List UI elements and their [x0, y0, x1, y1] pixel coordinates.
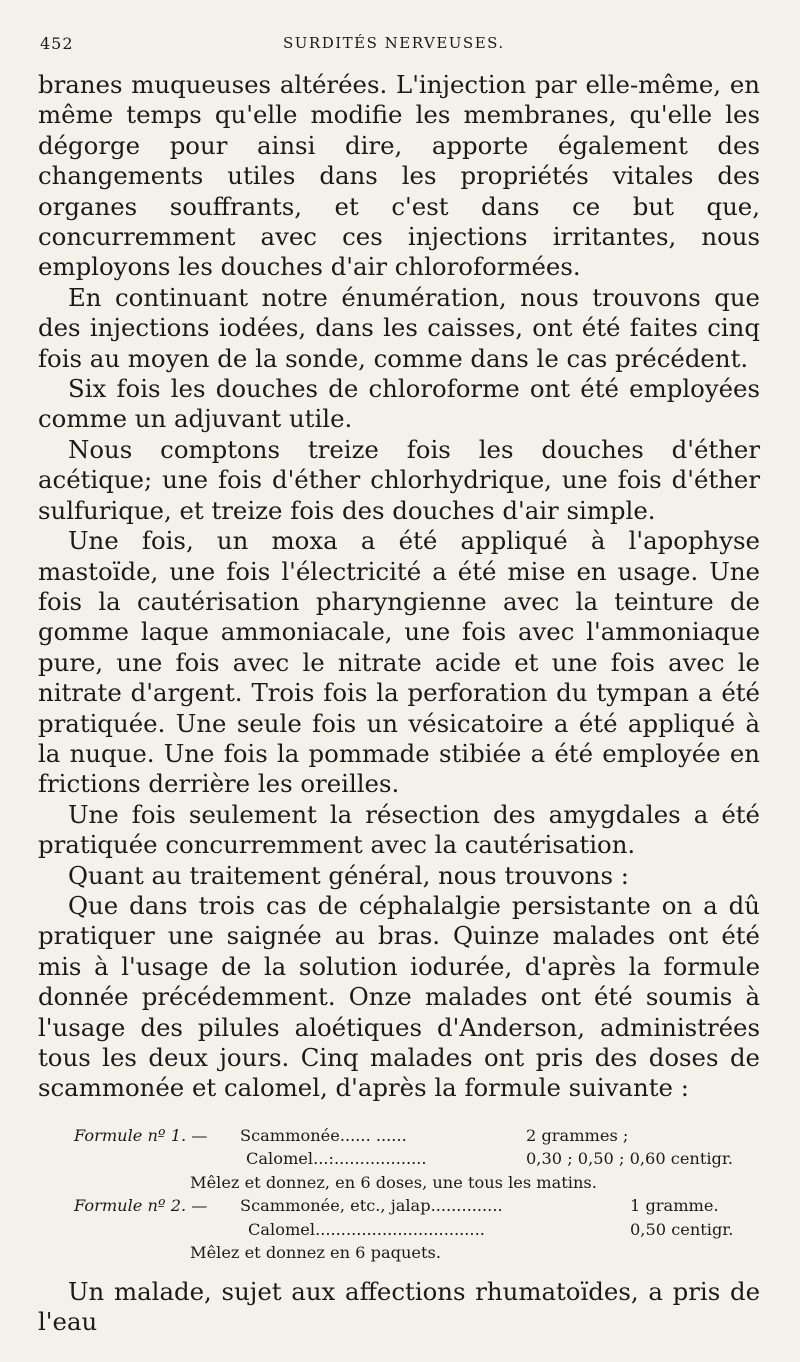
formula-ingredient: Calomel...:..................	[246, 1149, 427, 1169]
page-header	[38, 30, 760, 56]
formula-2-line-2	[38, 1218, 760, 1242]
formula-dose: 0,30 ; 0,50 ; 0,60 centigr.	[526, 1149, 733, 1169]
formula-instruction: Mêlez et donnez en 6 paquets.	[190, 1243, 441, 1263]
formula-1-line-2	[38, 1147, 760, 1171]
formula-ingredient: Scammonée, etc., jalap..............	[240, 1196, 503, 1216]
formula-block	[38, 1124, 760, 1265]
formula-1-label: Formule nº 1. —	[74, 1125, 208, 1145]
paragraph: Que dans trois cas de céphalalgie persistante on a dû pratiquer une saignée au bras. Quinze malades ont été mis à l'usage de la solution iodurée, d'après la formule donnée précédemment. Onze malades ont été soumis à l'usage des pilules aloétiques d'Anderson, administrées tous les deux jours. Cinq malades ont pris des doses de scammonée et calomel, d'après la formule suivante :	[38, 890, 760, 1103]
paragraph: Une fois seulement la résection des amygdales a été pratiquée concurremment avec la cautérisation.	[38, 799, 760, 860]
paragraph: Six fois les douches de chloroforme ont été employées comme un adjuvant utile.	[38, 374, 760, 434]
formula-1-line-1	[38, 1124, 760, 1148]
running-title: SURDITÉS NERVEUSES.	[283, 34, 505, 52]
closing-line: Un malade, sujet aux affections rhumatoïdes, a pris de l'eau	[38, 1276, 760, 1337]
formula-instruction: Mêlez et donnez, en 6 doses, une tous les matins.	[190, 1172, 597, 1192]
formula-dose: 1 gramme.	[630, 1196, 719, 1216]
paragraph: Une fois, un moxa a été appliqué à l'apophyse mastoïde, une fois l'électricité a été mise en usage. Une fois la cautérisation pharyngienne avec la teinture de gomme laque ammoniacale, une fois avec l'ammoniaque pure, une fois avec le nitrate acide et une fois avec le nitrate d'argent. Trois fois la perforation du tympan a été pratiquée. Une seule fois un vésicatoire a été appliqué à la nuque. Une fois la pommade stibiée a été employée en frictions derrière les oreilles.	[38, 526, 760, 799]
formula-2-instruction	[38, 1241, 760, 1265]
formula-ingredient: Scammonée...... ......	[240, 1125, 407, 1145]
formula-dose: 2 grammes ;	[526, 1125, 629, 1145]
paragraph: branes muqueuses altérées. L'injection par elle-même, en même temps qu'elle modifie les membranes, qu'elle les dégorge pour ainsi dire, apporte également des changements utiles dans les propriétés vitales des organes souffrants, et c'est dans ce but que, concurremment avec ces injections irritantes, nous employons les douches d'air chloroformées.	[38, 70, 760, 282]
formula-2-line-1	[38, 1194, 760, 1218]
formula-dose: 0,50 centigr.	[630, 1219, 734, 1239]
body-text	[38, 70, 760, 1104]
page-number: 452	[40, 34, 74, 53]
book-page	[38, 30, 760, 1362]
formula-ingredient: Calomel.................................	[248, 1219, 485, 1239]
paragraph: Quant au traitement général, nous trouvons :	[68, 860, 629, 890]
paragraph: Nous comptons treize fois les douches d'éther acétique; une fois d'éther chlorhydrique, une fois d'éther sulfurique, et treize fois des douches d'air simple.	[38, 434, 760, 525]
formula-1-instruction	[38, 1171, 760, 1195]
formula-2-label: Formule nº 2. —	[74, 1196, 208, 1216]
paragraph: En continuant notre énumération, nous trouvons que des injections iodées, dans les caisses, ont été faites cinq fois au moyen de la sonde, comme dans le cas précédent.	[38, 282, 760, 373]
